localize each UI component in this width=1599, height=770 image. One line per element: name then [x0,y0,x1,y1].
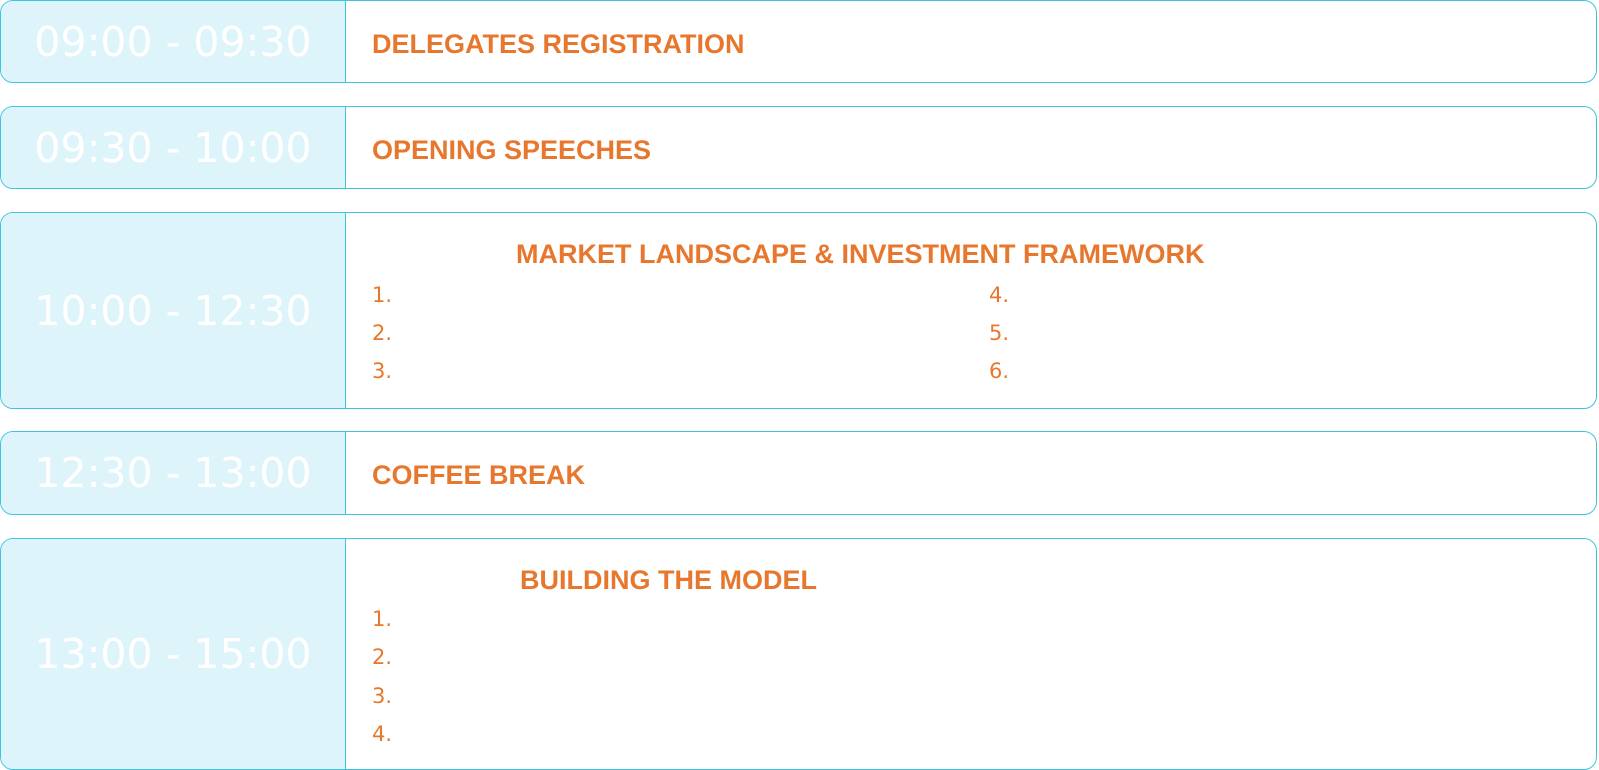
time-slot-label: 12:30 - 13:00 [34,449,312,497]
list-item: 5. [989,321,1010,345]
session-content [346,432,1596,514]
time-slot [1,539,346,769]
list-item: 4. [989,283,1010,307]
time-slot [1,107,346,188]
list-item: 4. [372,722,393,746]
session-title: MARKET LANDSCAPE & INVESTMENT FRAMEWORK [516,239,1205,269]
time-slot-label: 09:30 - 10:00 [34,123,312,172]
session-title: BUILDING THE MODEL [520,565,817,595]
session-content [346,539,1596,769]
time-slot-label: 13:00 - 15:00 [34,630,312,678]
list-item: 3. [372,684,393,708]
session-content [346,213,1596,408]
session-title: COFFEE BREAK [372,460,586,490]
session-content [346,107,1596,188]
session-title: OPENING SPEECHES [372,135,652,165]
schedule-row [0,212,1597,409]
list-item: 2. [372,645,393,669]
time-slot [1,1,346,82]
list-item: 1. [372,607,393,631]
session-content [346,1,1596,82]
schedule-row [0,0,1597,83]
list-item: 1. [372,283,393,307]
list-item: 6. [989,359,1010,383]
session-title: DELEGATES REGISTRATION [372,29,745,59]
time-slot [1,213,346,408]
schedule-row [0,431,1597,515]
time-slot-label: 10:00 - 12:30 [34,286,312,335]
list-item: 2. [372,321,393,345]
schedule-row [0,106,1597,189]
time-slot [1,432,346,514]
schedule-row [0,538,1597,770]
time-slot-label: 09:00 - 09:30 [34,17,312,66]
list-item: 3. [372,359,393,383]
